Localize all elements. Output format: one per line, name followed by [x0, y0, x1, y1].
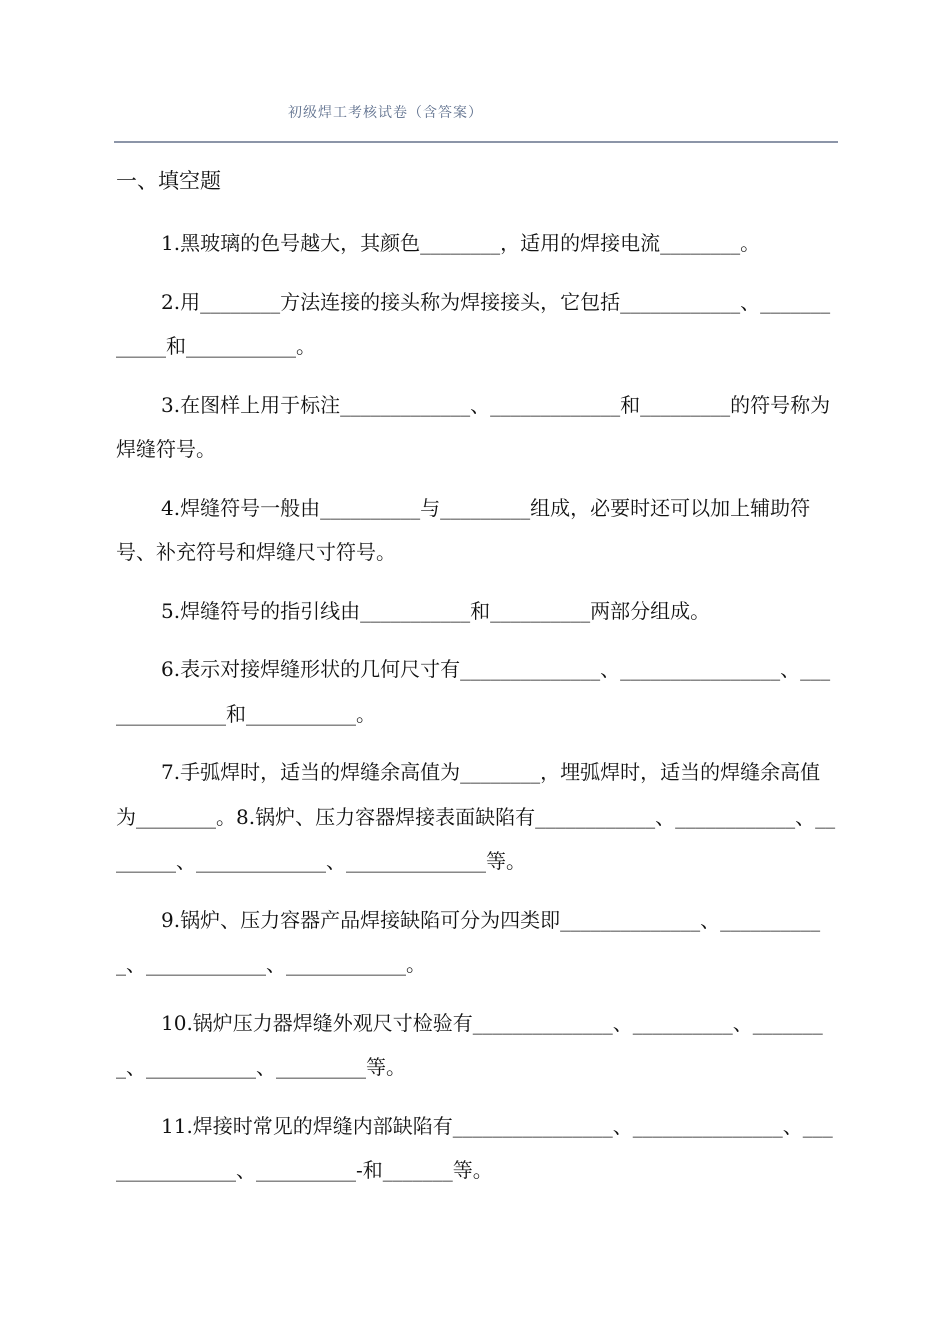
question-list [116, 221, 838, 1207]
header-divider [114, 141, 838, 143]
question-item: 10.锅炉压力器焊缝外观尺寸检验有______________、__________、________、___________、_________等。 [116, 1010, 823, 1079]
section-heading: 一、填空题 [116, 169, 221, 193]
question-item: 9.锅炉、压力容器产品焊接缺陷可分为四类即______________、___________、____________、____________。 [116, 907, 821, 976]
question-item: 7.手弧焊时，适当的焊缝余高值为________，埋弧焊时，适当的焊缝余高值为________。8.锅炉、压力容器焊接表面缺陷有____________、____________、________、_____________、______________等。 [116, 760, 836, 873]
document-header-title: 初级焊工考核试卷（含答案） [288, 105, 483, 121]
question-item: 6.表示对接焊缝形状的几何尺寸有______________、________________、______________和___________。 [116, 657, 831, 726]
question-item: 4.焊缝符号一般由__________与_________组成，必要时还可以加上辅助符号、补充符号和焊缝尺寸符号。 [116, 495, 811, 564]
question-item: 1.黑玻璃的色号越大，其颜色________，适用的焊接电流________。 [161, 231, 761, 255]
question-item: 5.焊缝符号的指引线由___________和__________两部分组成。 [161, 598, 711, 623]
question-item: 2.用________方法连接的接头称为焊接接头，它包括____________、____________和___________。 [116, 289, 831, 358]
question-item: 11.焊接时常见的焊缝内部缺陷有________________、_______________、_______________、__________-和_______等。 [116, 1113, 833, 1182]
question-item: 3.在图样上用于标注_____________、_____________和_________的符号称为焊缝符号。 [116, 392, 831, 461]
